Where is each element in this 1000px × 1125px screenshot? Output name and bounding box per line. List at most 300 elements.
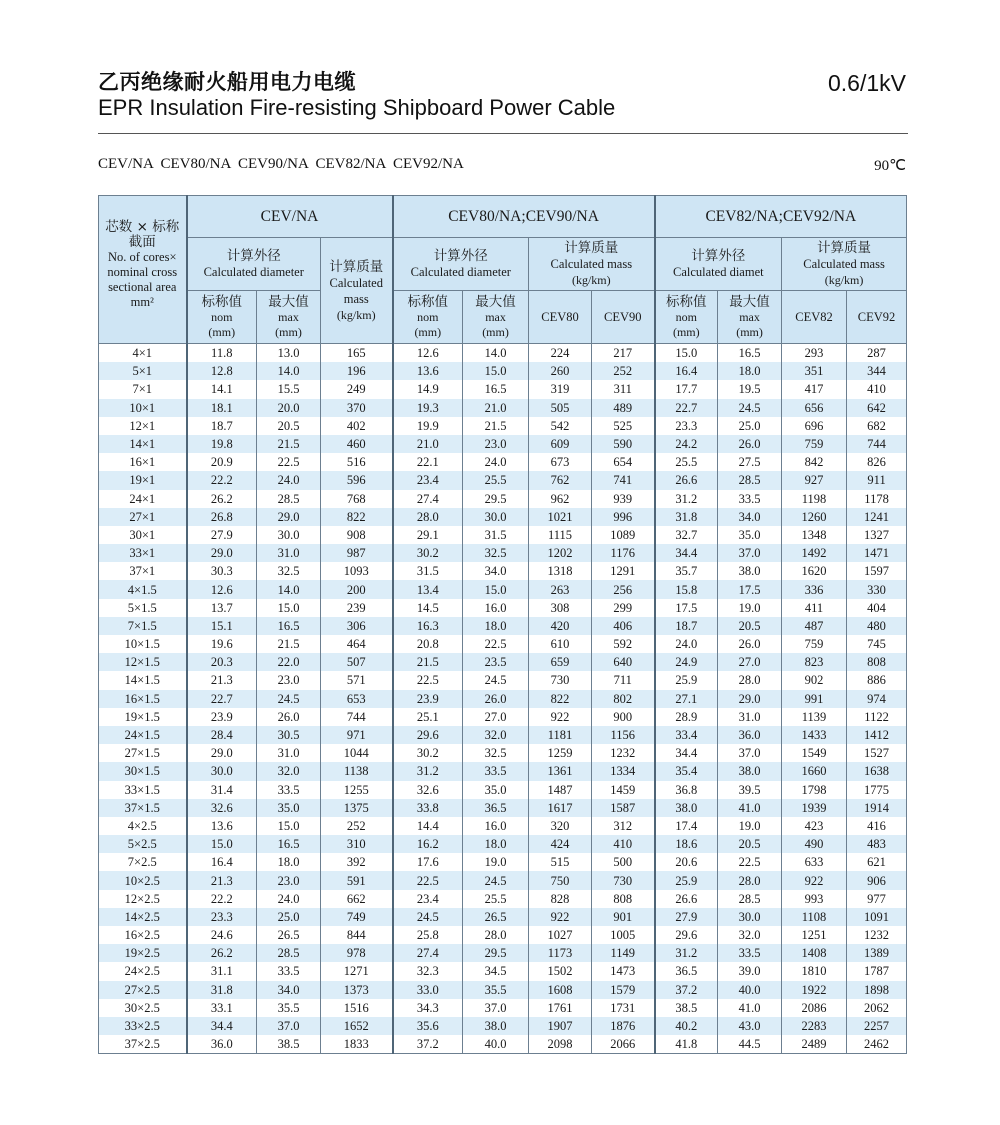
table-cell: 23.0 <box>463 435 529 453</box>
table-cell: 31.2 <box>655 944 718 962</box>
table-cell: 1361 <box>529 762 592 780</box>
table-cell: 402 <box>321 417 393 435</box>
table-cell: 18.7 <box>655 617 718 635</box>
table-cell: 20.5 <box>718 835 782 853</box>
table-cell: 13.4 <box>393 580 463 598</box>
table-cell: 1232 <box>847 926 907 944</box>
core-size-cell: 4×1 <box>99 344 187 363</box>
g3-mass-unit: (kg/km) <box>824 273 864 287</box>
table-cell: 18.0 <box>718 362 782 380</box>
table-row <box>99 562 907 580</box>
table-cell: 1502 <box>529 962 592 980</box>
table-cell: 293 <box>782 344 847 363</box>
table-cell: 287 <box>847 344 907 363</box>
table-cell: 489 <box>592 399 655 417</box>
core-size-cell: 12×2.5 <box>99 890 187 908</box>
core-size-cell: 19×1 <box>99 471 187 489</box>
table-cell: 996 <box>592 508 655 526</box>
table-cell: 26.2 <box>187 944 257 962</box>
table-cell: 18.1 <box>187 399 257 417</box>
table-cell: 31.4 <box>187 781 257 799</box>
table-cell: 505 <box>529 399 592 417</box>
table-cell: 410 <box>847 380 907 398</box>
table-cell: 37.0 <box>718 544 782 562</box>
table-cell: 1327 <box>847 526 907 544</box>
core-header-en-1: No. of cores× <box>108 250 177 264</box>
table-cell: 592 <box>592 635 655 653</box>
table-cell: 25.5 <box>463 471 529 489</box>
table-cell: 404 <box>847 599 907 617</box>
table-cell: 21.5 <box>393 653 463 671</box>
table-cell: 1318 <box>529 562 592 580</box>
g3-nom-header <box>655 291 718 344</box>
table-cell: 24.5 <box>393 908 463 926</box>
table-cell: 2086 <box>782 999 847 1017</box>
core-size-cell: 33×1.5 <box>99 781 187 799</box>
core-size-cell: 14×1 <box>99 435 187 453</box>
core-size-cell: 7×1.5 <box>99 617 187 635</box>
table-cell: 31.5 <box>463 526 529 544</box>
table-cell: 621 <box>847 853 907 871</box>
core-size-cell: 37×1.5 <box>99 799 187 817</box>
table-cell: 256 <box>592 580 655 598</box>
table-cell: 31.2 <box>393 762 463 780</box>
core-size-cell: 4×1.5 <box>99 580 187 598</box>
g3-max-header <box>718 291 782 344</box>
table-cell: 2462 <box>847 1035 907 1054</box>
table-cell: 1549 <box>782 744 847 762</box>
table-cell: 802 <box>592 690 655 708</box>
table-cell: 1761 <box>529 999 592 1017</box>
table-cell: 33.5 <box>257 962 321 980</box>
table-cell: 41.8 <box>655 1035 718 1054</box>
table-row <box>99 944 907 962</box>
table-cell: 974 <box>847 690 907 708</box>
table-cell: 17.6 <box>393 853 463 871</box>
table-cell: 1731 <box>592 999 655 1017</box>
table-cell: 487 <box>782 617 847 635</box>
table-cell: 1373 <box>321 981 393 999</box>
table-row <box>99 817 907 835</box>
core-size-cell: 33×2.5 <box>99 1017 187 1035</box>
table-cell: 1291 <box>592 562 655 580</box>
table-cell: 15.0 <box>187 835 257 853</box>
table-row <box>99 544 907 562</box>
table-cell: 749 <box>321 908 393 926</box>
table-cell: 16.3 <box>393 617 463 635</box>
table-cell: 1389 <box>847 944 907 962</box>
table-cell: 38.0 <box>718 762 782 780</box>
table-cell: 673 <box>529 453 592 471</box>
table-cell: 15.1 <box>187 617 257 635</box>
table-cell: 1122 <box>847 708 907 726</box>
g3-max-cn: 最大值 <box>729 293 770 310</box>
table-cell: 320 <box>529 817 592 835</box>
table-cell: 516 <box>321 453 393 471</box>
table-cell: 18.0 <box>257 853 321 871</box>
table-cell: 759 <box>782 435 847 453</box>
table-cell: 711 <box>592 671 655 689</box>
table-cell: 33.0 <box>393 981 463 999</box>
table-row <box>99 1017 907 1035</box>
table-cell: 2257 <box>847 1017 907 1035</box>
table-cell: 21.0 <box>463 399 529 417</box>
table-cell: 17.7 <box>655 380 718 398</box>
g1-diameter-en: Calculated diameter <box>203 265 304 279</box>
table-cell: 741 <box>592 471 655 489</box>
table-cell: 1027 <box>529 926 592 944</box>
table-cell: 37.2 <box>655 981 718 999</box>
table-row <box>99 726 907 744</box>
table-cell: 22.5 <box>463 635 529 653</box>
table-cell: 1907 <box>529 1017 592 1035</box>
table-cell: 36.8 <box>655 781 718 799</box>
table-cell: 29.0 <box>187 544 257 562</box>
table-cell: 1260 <box>782 508 847 526</box>
table-cell: 306 <box>321 617 393 635</box>
table-cell: 744 <box>321 708 393 726</box>
table-row <box>99 471 907 489</box>
table-cell: 653 <box>321 690 393 708</box>
table-cell: 29.0 <box>187 744 257 762</box>
table-cell: 32.5 <box>463 744 529 762</box>
g1-mass-header <box>321 238 393 344</box>
table-cell: 252 <box>592 362 655 380</box>
g3-mass-header <box>782 238 907 291</box>
table-cell: 14.4 <box>393 817 463 835</box>
table-cell: 902 <box>782 671 847 689</box>
table-cell: 901 <box>592 908 655 926</box>
g1-diameter-cn: 计算外径 <box>226 248 281 264</box>
table-cell: 19.5 <box>718 380 782 398</box>
table-cell: 1334 <box>592 762 655 780</box>
table-cell: 19.0 <box>718 817 782 835</box>
g3-nom-cn: 标称值 <box>666 293 707 310</box>
table-cell: 200 <box>321 580 393 598</box>
table-cell: 844 <box>321 926 393 944</box>
table-row <box>99 835 907 853</box>
table-cell: 22.2 <box>187 890 257 908</box>
table-cell: 25.8 <box>393 926 463 944</box>
g1-max-header <box>257 291 321 344</box>
table-cell: 633 <box>782 853 847 871</box>
table-cell: 23.3 <box>187 908 257 926</box>
table-cell: 1898 <box>847 981 907 999</box>
g1-mass-en-2: mass <box>343 291 369 306</box>
table-row <box>99 490 907 508</box>
table-cell: 33.5 <box>718 490 782 508</box>
table-cell: 1005 <box>592 926 655 944</box>
table-row <box>99 781 907 799</box>
table-cell: 808 <box>847 653 907 671</box>
table-cell: 927 <box>782 471 847 489</box>
g2-nom-cn: 标称值 <box>407 293 449 310</box>
table-cell: 19.8 <box>187 435 257 453</box>
table-cell: 1241 <box>847 508 907 526</box>
table-cell: 25.9 <box>655 671 718 689</box>
table-cell: 311 <box>592 380 655 398</box>
table-cell: 1044 <box>321 744 393 762</box>
table-cell: 762 <box>529 471 592 489</box>
table-row <box>99 453 907 471</box>
table-cell: 971 <box>321 726 393 744</box>
table-cell: 23.9 <box>393 690 463 708</box>
table-cell: 33.8 <box>393 799 463 817</box>
table-cell: 23.5 <box>463 653 529 671</box>
table-cell: 34.5 <box>463 962 529 980</box>
table-cell: 31.1 <box>187 962 257 980</box>
table-cell: 28.5 <box>257 490 321 508</box>
table-cell: 24.9 <box>655 653 718 671</box>
table-cell: 22.1 <box>393 453 463 471</box>
table-cell: 22.0 <box>257 653 321 671</box>
table-cell: 15.5 <box>257 380 321 398</box>
table-cell: 1810 <box>782 962 847 980</box>
table-cell: 20.8 <box>393 635 463 653</box>
table-cell: 1459 <box>592 781 655 799</box>
table-cell: 906 <box>847 871 907 889</box>
core-size-cell: 16×1.5 <box>99 690 187 708</box>
table-cell: 842 <box>782 453 847 471</box>
table-cell: 24.0 <box>257 890 321 908</box>
table-cell: 1178 <box>847 490 907 508</box>
table-cell: 16.5 <box>257 617 321 635</box>
table-cell: 750 <box>529 871 592 889</box>
table-cell: 34.4 <box>187 1017 257 1035</box>
table-cell: 696 <box>782 417 847 435</box>
table-cell: 41.0 <box>718 799 782 817</box>
table-cell: 39.5 <box>718 781 782 799</box>
table-cell: 15.8 <box>655 580 718 598</box>
table-cell: 662 <box>321 890 393 908</box>
table-cell: 759 <box>782 635 847 653</box>
table-cell: 610 <box>529 635 592 653</box>
table-cell: 32.5 <box>257 562 321 580</box>
table-cell: 19.9 <box>393 417 463 435</box>
table-cell: 36.0 <box>187 1035 257 1054</box>
table-cell: 319 <box>529 380 592 398</box>
g3-col-b-header <box>847 291 907 344</box>
table-cell: 27.4 <box>393 944 463 962</box>
table-cell: 31.8 <box>187 981 257 999</box>
table-cell: 1176 <box>592 544 655 562</box>
table-row <box>99 508 907 526</box>
table-cell: 25.0 <box>257 908 321 926</box>
table-cell: 31.0 <box>718 708 782 726</box>
table-cell: 12.8 <box>187 362 257 380</box>
table-cell: 27.9 <box>187 526 257 544</box>
table-cell: 14.0 <box>257 580 321 598</box>
table-cell: 19.0 <box>718 599 782 617</box>
core-header-cn-2: 截面 <box>128 234 156 250</box>
table-cell: 1492 <box>782 544 847 562</box>
table-cell: 32.3 <box>393 962 463 980</box>
table-cell: 299 <box>592 599 655 617</box>
table-row <box>99 653 907 671</box>
table-cell: 490 <box>782 835 847 853</box>
table-cell: 922 <box>782 871 847 889</box>
table-cell: 27.0 <box>463 708 529 726</box>
g1-diameter-header <box>187 238 321 291</box>
table-cell: 822 <box>529 690 592 708</box>
table-cell: 25.9 <box>655 871 718 889</box>
table-cell: 28.4 <box>187 726 257 744</box>
core-size-cell: 12×1.5 <box>99 653 187 671</box>
table-cell: 23.9 <box>187 708 257 726</box>
table-cell: 24.5 <box>463 671 529 689</box>
table-cell: 31.0 <box>257 744 321 762</box>
table-cell: 420 <box>529 617 592 635</box>
core-size-cell: 5×2.5 <box>99 835 187 853</box>
table-cell: 16.0 <box>463 817 529 835</box>
table-cell: 20.5 <box>718 617 782 635</box>
table-cell: 991 <box>782 690 847 708</box>
table-cell: 20.3 <box>187 653 257 671</box>
g3-diameter-cn: 计算外径 <box>691 248 746 264</box>
table-cell: 27.0 <box>718 653 782 671</box>
table-cell: 33.1 <box>187 999 257 1017</box>
table-cell: 823 <box>782 653 847 671</box>
table-cell: 28.0 <box>718 871 782 889</box>
table-cell: 260 <box>529 362 592 380</box>
table-cell: 423 <box>782 817 847 835</box>
table-cell: 28.5 <box>718 471 782 489</box>
table-cell: 1473 <box>592 962 655 980</box>
table-cell: 16.4 <box>187 853 257 871</box>
table-cell: 239 <box>321 599 393 617</box>
table-cell: 16.0 <box>463 599 529 617</box>
table-cell: 14.0 <box>257 362 321 380</box>
table-cell: 18.0 <box>463 617 529 635</box>
table-row <box>99 1035 907 1054</box>
table-cell: 26.6 <box>655 890 718 908</box>
table-cell: 29.6 <box>655 926 718 944</box>
table-cell: 32.6 <box>187 799 257 817</box>
table-cell: 1198 <box>782 490 847 508</box>
core-size-cell: 37×1 <box>99 562 187 580</box>
table-row <box>99 908 907 926</box>
table-cell: 217 <box>592 344 655 363</box>
table-cell: 682 <box>847 417 907 435</box>
table-cell: 745 <box>847 635 907 653</box>
table-cell: 25.5 <box>655 453 718 471</box>
table-cell: 16.5 <box>718 344 782 363</box>
table-cell: 480 <box>847 617 907 635</box>
table-cell: 43.0 <box>718 1017 782 1035</box>
core-size-cell: 16×1 <box>99 453 187 471</box>
table-cell: 1093 <box>321 562 393 580</box>
table-row <box>99 671 907 689</box>
table-cell: 22.5 <box>393 871 463 889</box>
table-cell: 17.5 <box>655 599 718 617</box>
table-cell: 17.4 <box>655 817 718 835</box>
table-cell: 21.0 <box>393 435 463 453</box>
table-cell: 22.5 <box>257 453 321 471</box>
table-cell: 23.4 <box>393 471 463 489</box>
table-cell: 32.5 <box>463 544 529 562</box>
table-cell: 31.2 <box>655 490 718 508</box>
table-cell: 30.2 <box>393 544 463 562</box>
table-cell: 38.0 <box>655 799 718 817</box>
core-size-cell: 27×1.5 <box>99 744 187 762</box>
table-cell: 224 <box>529 344 592 363</box>
g3-max-unit: (mm) <box>736 324 763 339</box>
table-cell: 24.0 <box>463 453 529 471</box>
table-cell: 33.5 <box>463 762 529 780</box>
core-header-cn-1: 芯数 × 标称 <box>105 219 180 235</box>
g2-nom-en: nom <box>417 309 439 324</box>
table-cell: 642 <box>847 399 907 417</box>
table-cell: 20.0 <box>257 399 321 417</box>
table-cell: 37.0 <box>463 999 529 1017</box>
core-size-cell: 10×1 <box>99 399 187 417</box>
table-cell: 1156 <box>592 726 655 744</box>
table-cell: 344 <box>847 362 907 380</box>
table-cell: 29.0 <box>257 508 321 526</box>
table-row <box>99 599 907 617</box>
table-cell: 13.0 <box>257 344 321 363</box>
table-cell: 24.5 <box>718 399 782 417</box>
g2-diameter-en: Calculated diameter <box>410 265 511 279</box>
table-cell: 1232 <box>592 744 655 762</box>
table-cell: 962 <box>529 490 592 508</box>
table-cell: 16.4 <box>655 362 718 380</box>
table-cell: 165 <box>321 344 393 363</box>
g3-mass-en: Calculated mass <box>803 257 885 271</box>
table-cell: 416 <box>847 817 907 835</box>
table-cell: 15.0 <box>257 817 321 835</box>
table-cell: 14.5 <box>393 599 463 617</box>
table-cell: 1271 <box>321 962 393 980</box>
g2-nom-header <box>393 291 463 344</box>
g2-mass-header <box>529 238 655 291</box>
core-size-cell: 30×1.5 <box>99 762 187 780</box>
table-cell: 1876 <box>592 1017 655 1035</box>
table-cell: 24.5 <box>463 871 529 889</box>
table-row <box>99 853 907 871</box>
table-cell: 1255 <box>321 781 393 799</box>
table-cell: 252 <box>321 817 393 835</box>
table-cell: 35.5 <box>463 981 529 999</box>
temperature-rating: 90℃ <box>874 158 906 174</box>
table-cell: 40.0 <box>463 1035 529 1054</box>
g3-diameter-header <box>655 238 782 291</box>
core-size-cell: 24×1 <box>99 490 187 508</box>
table-cell: 591 <box>321 871 393 889</box>
core-size-cell: 24×1.5 <box>99 726 187 744</box>
table-cell: 886 <box>847 671 907 689</box>
table-cell: 922 <box>529 908 592 926</box>
table-cell: 27.5 <box>718 453 782 471</box>
table-cell: 330 <box>847 580 907 598</box>
table-cell: 640 <box>592 653 655 671</box>
table-cell: 38.5 <box>655 999 718 1017</box>
table-cell: 1348 <box>782 526 847 544</box>
core-size-cell: 30×1 <box>99 526 187 544</box>
table-cell: 29.1 <box>393 526 463 544</box>
table-cell: 37.0 <box>718 744 782 762</box>
table-row <box>99 926 907 944</box>
table-cell: 41.0 <box>718 999 782 1017</box>
table-cell: 406 <box>592 617 655 635</box>
table-cell: 483 <box>847 835 907 853</box>
table-row <box>99 981 907 999</box>
table-cell: 26.2 <box>187 490 257 508</box>
table-cell: 21.5 <box>463 417 529 435</box>
table-cell: 1138 <box>321 762 393 780</box>
table-cell: 33.5 <box>718 944 782 962</box>
table-row <box>99 435 907 453</box>
